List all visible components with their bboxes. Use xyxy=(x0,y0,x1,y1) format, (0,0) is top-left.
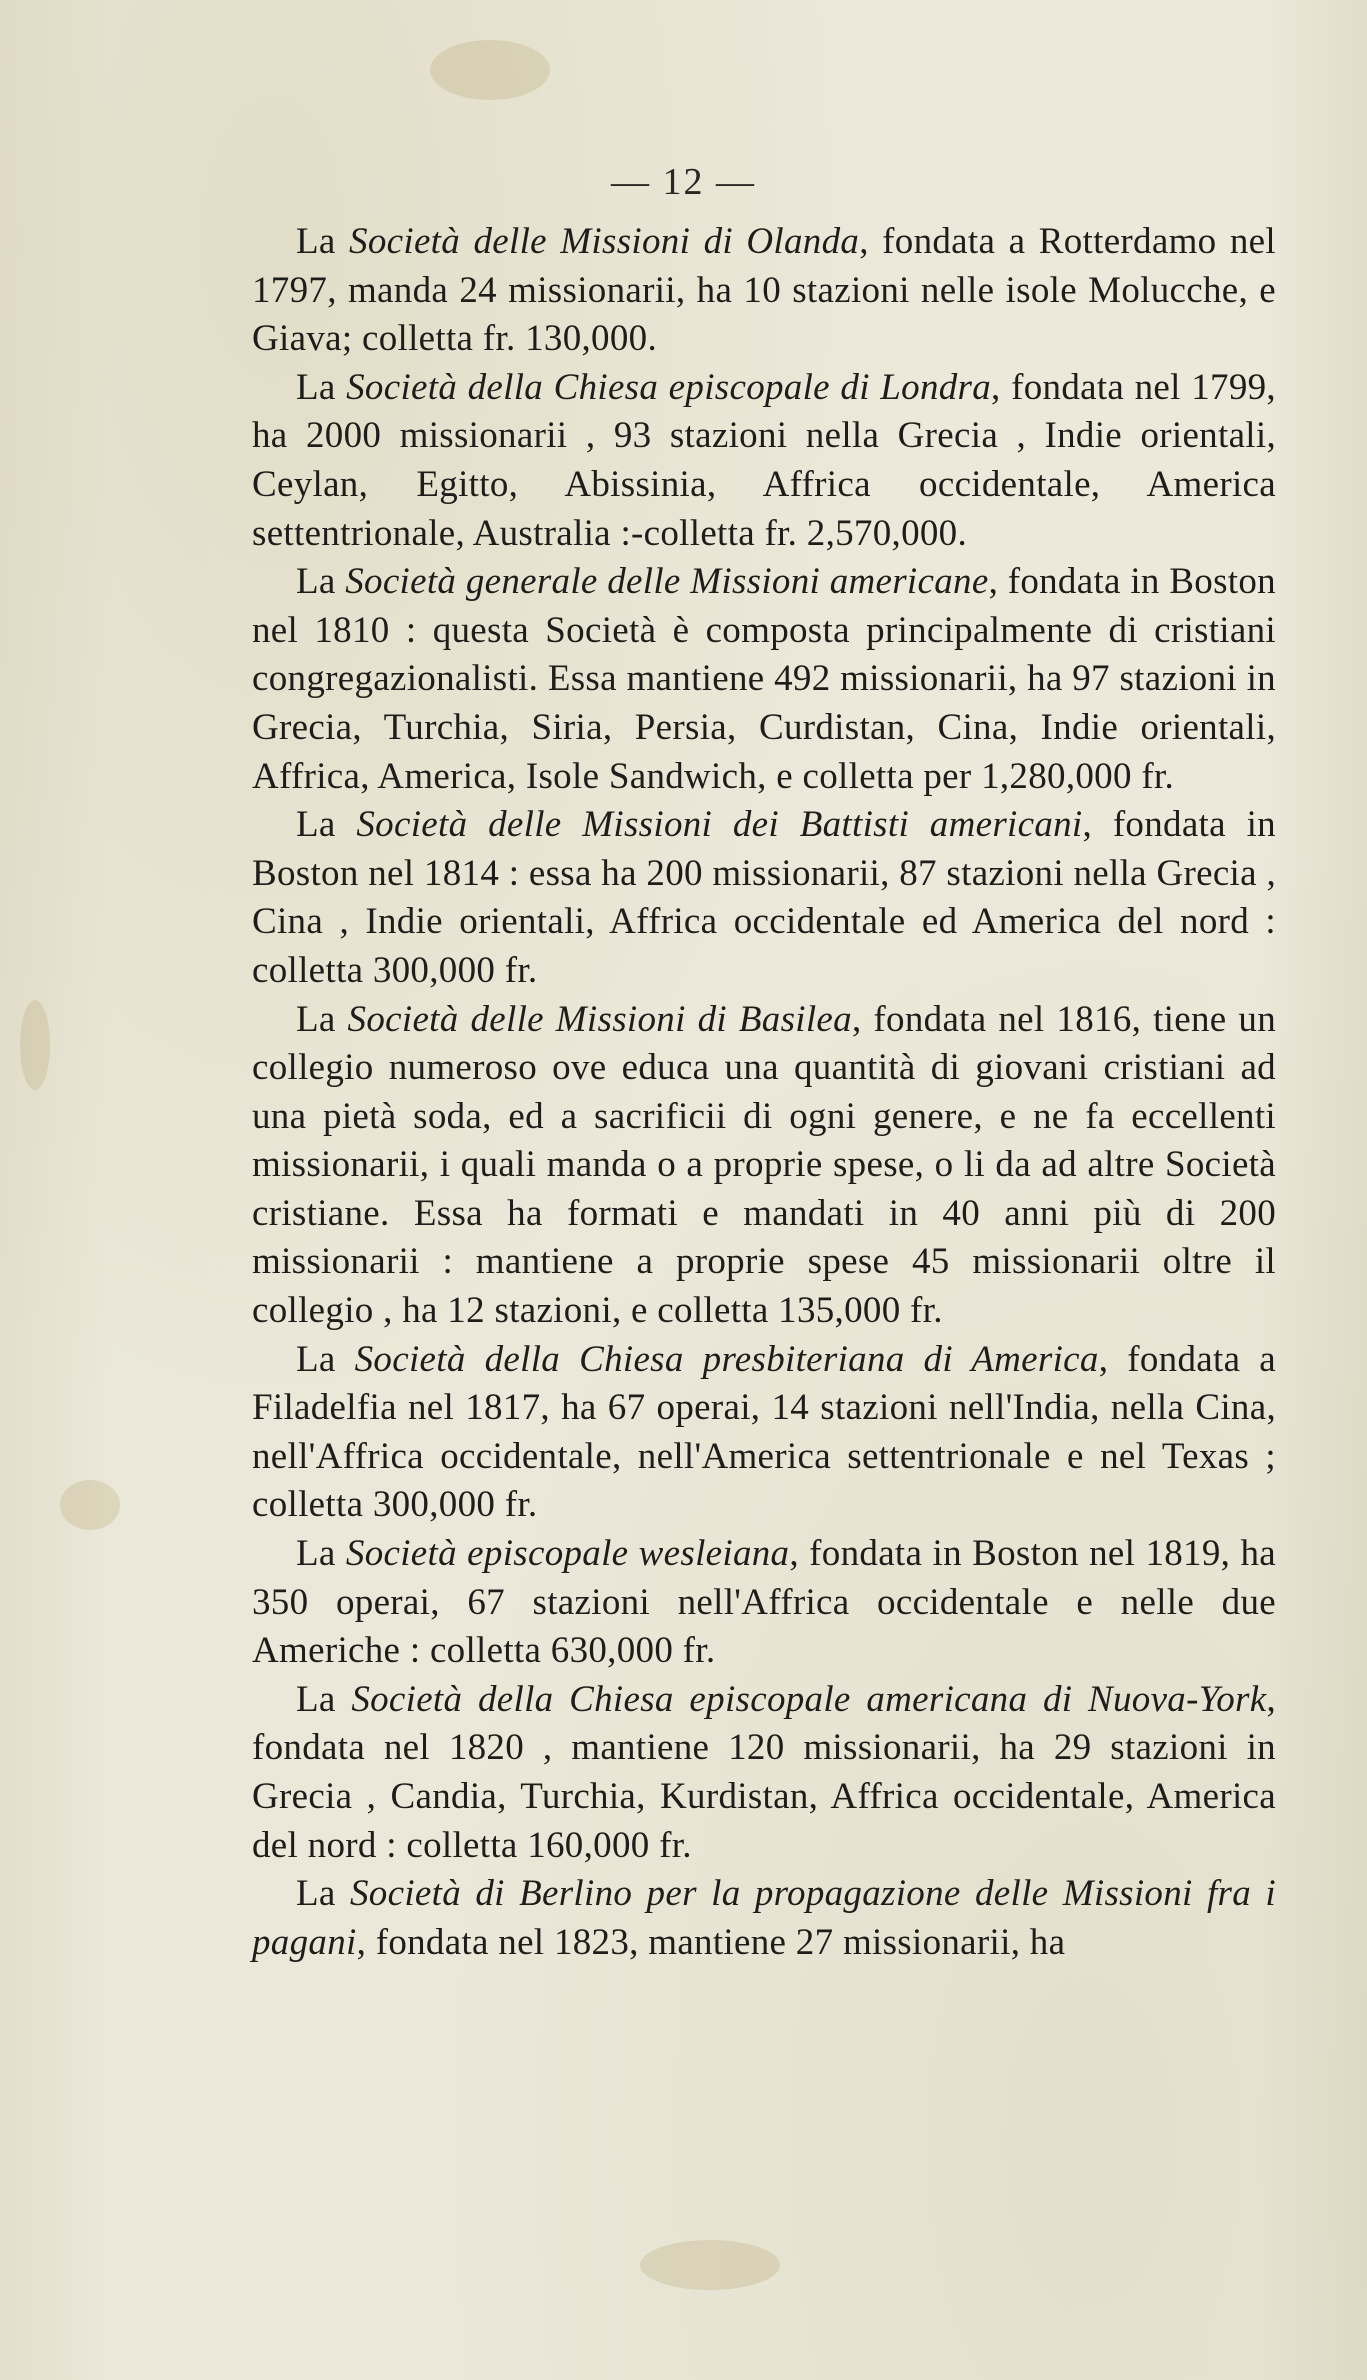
paragraph-battisti xyxy=(252,801,1276,995)
paragraph-text: , fondata nel 1816, tiene un collegio numeroso ove educa una quantità di giovani cristiani ad una pietà soda, ed a sacrificii di ogni genere, e ne fa eccellenti missionarii, i quali manda o a proprie spese, o li da ad altre Società cristiane. Essa ha formati e mandati in 40 anni più di 200 missionarii : mantiene a proprie spese 45 missionarii oltre il collegio , ha 12 stazioni, e colletta 135,000 fr. xyxy=(252,998,1276,1332)
paper-stain xyxy=(20,1000,50,1090)
paper-stain xyxy=(430,40,550,100)
paragraph-lead: La xyxy=(296,804,357,846)
paragraph-olanda xyxy=(252,218,1276,364)
paragraph-text: , fondata in Boston nel 1810 : questa Società è composta principalmente di cristiani congregazionalisti. Essa mantiene 492 missionarii, ha 97 stazioni in Grecia, Turchia, Siria, Persia, Curdistan, Cina, Indie orientali, Affrica, America, Isole Sandwich, e colletta per 1,280,000 fr. xyxy=(252,561,1276,797)
paragraph-text: , fondata in Boston nel 1819, ha 350 operai, 67 stazioni nell'Affrica occidentale e nelle due Americhe : colletta 630,000 fr. xyxy=(252,1533,1276,1672)
paragraph-basilea xyxy=(252,996,1276,1336)
society-name: Società della Chiesa presbiteriana di America xyxy=(354,1338,1099,1380)
paragraph-lead: La xyxy=(296,1678,352,1720)
paragraph-lead: La xyxy=(296,221,350,262)
paragraph-text: , fondata a Filadelfia nel 1817, ha 67 operai, 14 stazioni nell'India, nella Cina, nell'Affrica occidentale, nell'America settentrionale e nel Texas ; colletta 300,000 fr. xyxy=(252,1338,1276,1526)
society-name: Società generale delle Missioni americane xyxy=(345,561,989,603)
paragraph-lead: La xyxy=(296,1533,346,1575)
paragraph-text: , fondata a Rotterdamo nel 1797, manda 24 missionarii, ha 10 stazioni nelle isole Molucche, e Giava; colletta fr. 130,000. xyxy=(252,221,1276,360)
page-number-header: — 12 — xyxy=(611,161,756,203)
paragraph-lead: La xyxy=(296,561,346,603)
society-name: Società delle Missioni di Olanda xyxy=(349,221,860,262)
paragraph-text: , fondata in Boston nel 1814 : essa ha 200 missionarii, 87 stazioni nella Grecia , Cina , Indie orientali, Affrica occidentale ed America del nord : colletta 300,000 fr. xyxy=(252,804,1276,991)
paragraph-nuova-york xyxy=(252,1676,1276,1870)
paper-stain xyxy=(640,2240,780,2290)
society-name: Società della Chiesa episcopale americana di Nuova-York xyxy=(351,1678,1267,1720)
paragraph-berlino xyxy=(252,1870,1276,1967)
paper-stain xyxy=(60,1480,120,1530)
paragraph-presbiteriana xyxy=(252,1336,1276,1530)
paragraph-lead: La xyxy=(296,1338,355,1380)
page-body xyxy=(252,218,1276,1967)
paragraph-text: , fondata nel 1823, mantiene 27 missionarii, ha xyxy=(356,1921,1066,1963)
paragraph-londra xyxy=(252,364,1276,558)
paragraph-wesleiana xyxy=(252,1530,1276,1676)
society-name: Società delle Missioni dei Battisti americani xyxy=(356,804,1083,846)
paragraph-lead: La xyxy=(296,366,347,408)
paragraph-text: , fondata nel 1799, ha 2000 missionarii , 93 stazioni nella Grecia , Indie orientali, Ceylan, Egitto, Abissinia, Affrica occidentale, America settentrionale, Australia :-colletta fr. 2,570,000. xyxy=(252,366,1276,554)
society-name: Società di Berlino per la propagazione delle Missioni fra i pagani xyxy=(252,1873,1276,1963)
society-name: Società episcopale wesleiana xyxy=(345,1533,790,1575)
paragraph-missioni-americane xyxy=(252,558,1276,801)
society-name: Società delle Missioni di Basilea xyxy=(347,998,852,1040)
paragraph-text: , fondata nel 1820 , mantiene 120 missionarii, ha 29 stazioni in Grecia , Candia, Turchia, Kurdistan, Affrica occidentale, America del nord : colletta 160,000 fr. xyxy=(252,1678,1276,1866)
paragraph-lead: La xyxy=(296,1873,350,1915)
paragraph-lead: La xyxy=(296,998,348,1040)
society-name: Società della Chiesa episcopale di Londra xyxy=(346,366,992,408)
